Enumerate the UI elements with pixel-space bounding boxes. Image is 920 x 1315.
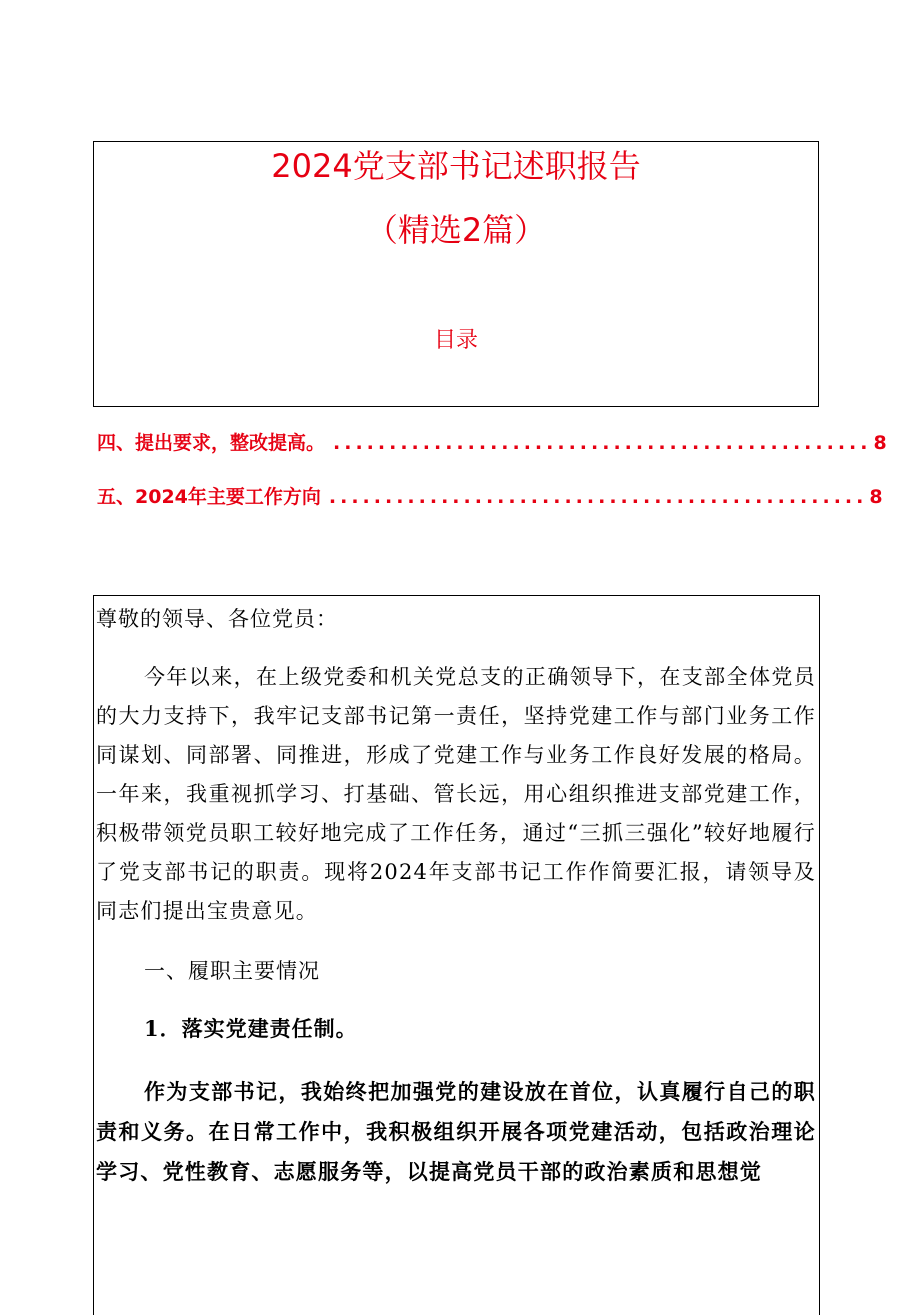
cover-box bbox=[93, 141, 819, 407]
toc-page-number[interactable]: 8 bbox=[869, 486, 883, 508]
toc-leader-dots: ................................................ bbox=[328, 486, 868, 508]
report-body bbox=[93, 595, 820, 1315]
toc-entry-label[interactable]: 五、2024年主要工作方向 bbox=[97, 486, 321, 508]
intro-paragraph: 今年以来，在上级党委和机关党总支的正确领导下，在支部全体党员的大力支持下，我牢记支部书记第一责任，坚持党建工作与部门业务工作同谋划、同部署、同推进，形成了党建工作与业务工作良好发展的格局。一年来，我重视抓学习、打基础、管长远，用心组织推进支部党建工作，积极带领党员职工较好地完成了工作任务，通过“三抓三强化”较好地履行了党支部书记的职责。现将2024年支部书记工作作简要汇报，请领导及同志们提出宝贵意见。 bbox=[96, 665, 816, 923]
body-paragraph: 作为支部书记，我始终把加强党的建设放在首位，认真履行自己的职责和义务。在日常工作中，我积极组织开展各项党建活动，包括政治理论学习、党性教育、志愿服务等，以提高党员干部的政治素质和思想觉 bbox=[96, 1079, 816, 1184]
document-title: 2024党支部书记述职报告 bbox=[271, 147, 641, 185]
document-subtitle: （精选2篇） bbox=[365, 211, 547, 249]
toc-heading: 目录 bbox=[433, 328, 478, 353]
toc-entry[interactable] bbox=[97, 482, 883, 536]
section-heading: 一、履职主要情况 bbox=[144, 959, 320, 983]
toc-entry[interactable] bbox=[97, 428, 887, 482]
toc-page-number[interactable]: 8 bbox=[873, 432, 887, 454]
subsection-heading: 1．落实党建责任制。 bbox=[144, 1016, 358, 1041]
table-of-contents bbox=[97, 428, 887, 536]
toc-leader-dots: ................................................ bbox=[333, 432, 872, 454]
greeting: 尊敬的领导、各位党员： bbox=[96, 607, 338, 631]
toc-entry-label[interactable]: 四、提出要求，整改提高。 bbox=[97, 432, 326, 454]
